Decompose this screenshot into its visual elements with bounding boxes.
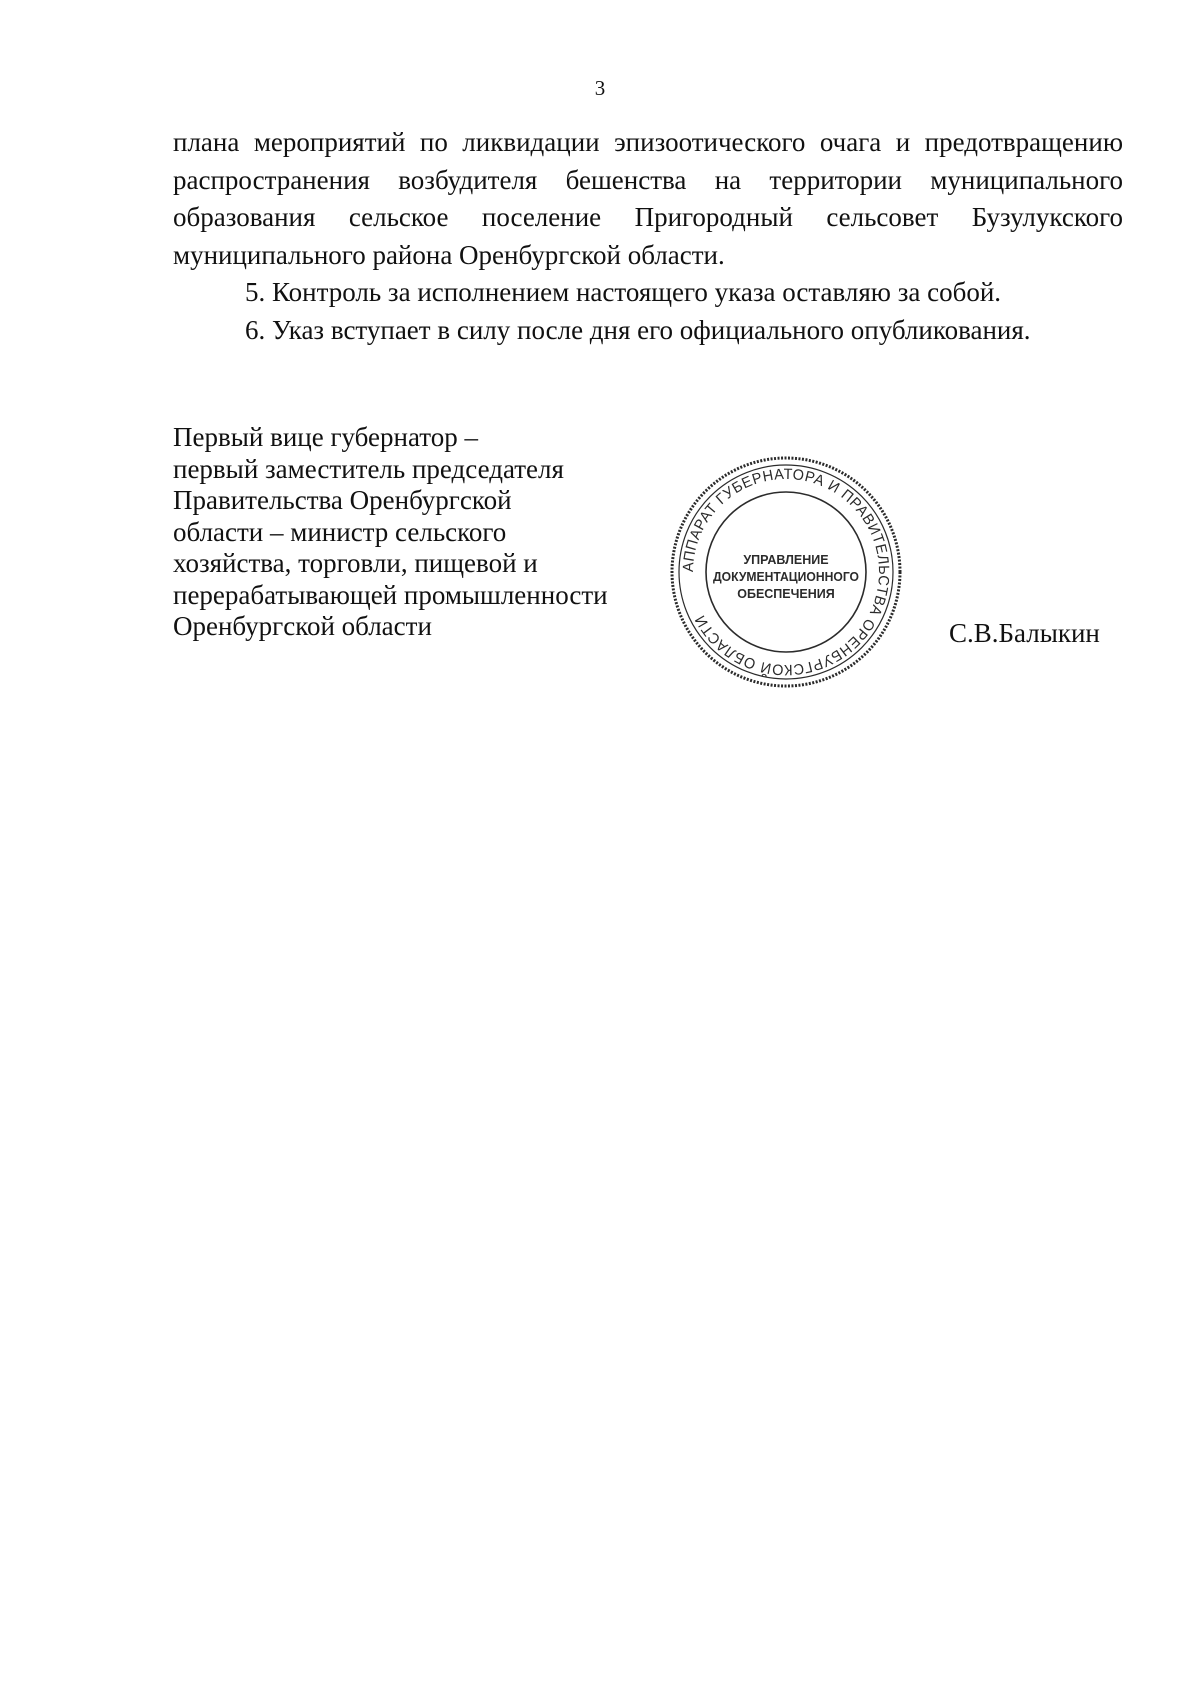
paragraph-item-6: 6. Указ вступает в силу после дня его официального опубликования. [245,314,1031,345]
signatory-position-line: первый заместитель председателя [173,453,564,484]
paragraph-continuation: плана мероприятий по ликвидации эпизоотического очага и предотвращению распространения возбудителя бешенства на территории муниципального образования сельское поселение Пригородный сельсовет Бузулукского муниципального района Оренбургской области. [173,127,1123,270]
seal-center-line: ОБЕСПЕЧЕНИЯ [737,587,835,601]
signatory-position-line: перерабатывающей промышленности [173,579,608,610]
signatory-position-line: области – министр сельского [173,516,507,547]
signatory-name: С.В.Балыкин [949,618,1100,648]
signatory-position-line: Первый вице губернатор – [173,422,478,452]
signatory-position [173,422,673,643]
paragraph-item-5: 5. Контроль за исполнением настоящего указа оставляю за собой. [245,277,1002,307]
body-text [173,124,1123,349]
seal-center-line: ДОКУМЕНТАЦИОННОГО [713,570,860,584]
signatory-position-line: Правительства Оренбургской [173,485,512,515]
seal-center-line: УПРАВЛЕНИЕ [743,553,829,567]
signatory-position-line: Оренбургской области [173,611,432,641]
seal-outer-text: АППАРАТ ГУБЕРНАТОРА И ПРАВИТЕЛЬСТВА ОРЕНБУРГСКОЙ ОБЛАСТИ [679,465,893,679]
signatory-position-line: хозяйства, торговли, пищевой и [173,548,538,578]
official-seal-stamp [668,454,904,690]
page-number: 3 [594,76,606,100]
